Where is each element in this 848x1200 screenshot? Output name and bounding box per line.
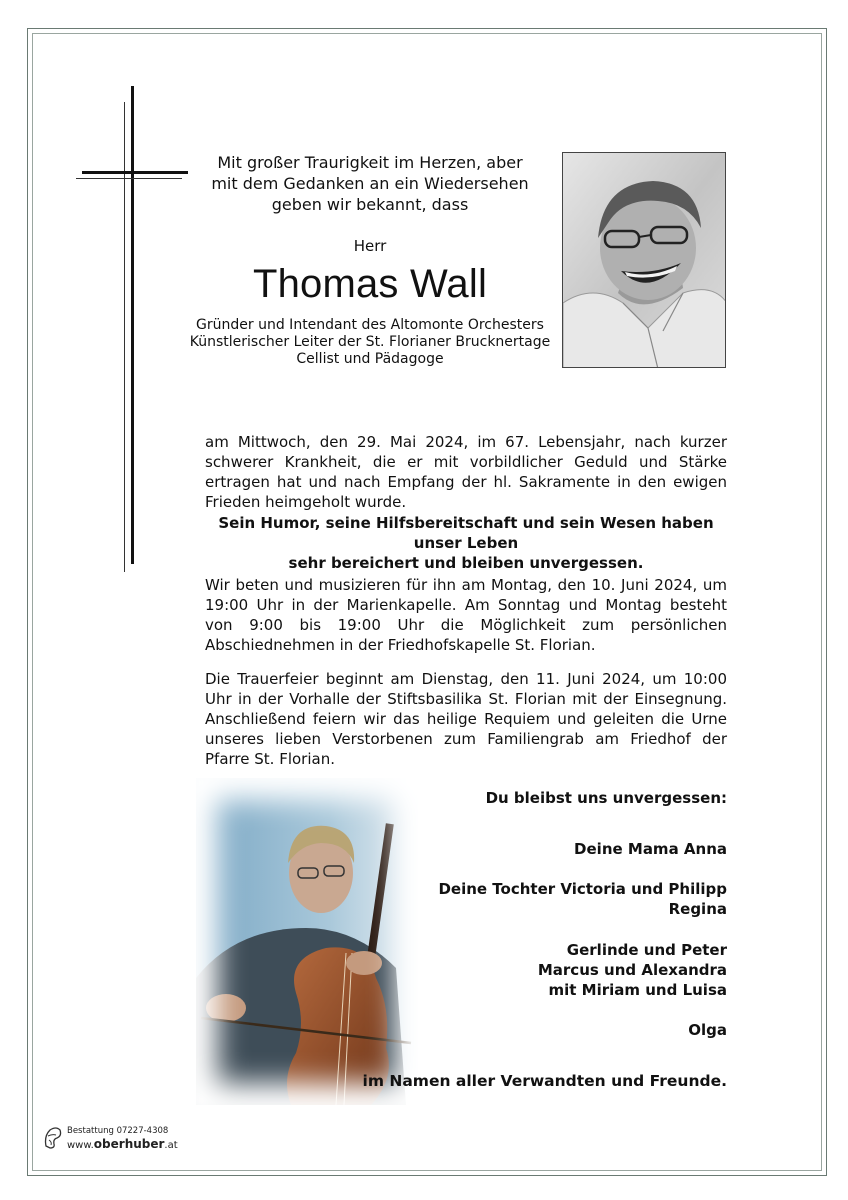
quote-line: Sein Humor, seine Hilfsbereitschaft und sein Wesen haben unser Leben	[218, 514, 714, 552]
mourner-line: Regina	[668, 900, 727, 918]
intro-line: geben wir bekannt, dass	[271, 195, 469, 214]
role-line: Gründer und Intendant des Altomonte Orchesters	[196, 317, 544, 333]
mourner-line: Deine Tochter Victoria und Philipp	[438, 880, 727, 898]
mourner-group	[574, 839, 727, 859]
mourners-title: Du bleibst uns unvergessen:	[485, 789, 727, 807]
mourner-group	[438, 879, 727, 919]
mourner-line: Gerlinde und Peter	[566, 941, 727, 959]
portrait-photo	[562, 152, 726, 368]
mourner-line: Olga	[688, 1021, 727, 1039]
role-line: Künstlerischer Leiter der St. Florianer Brucknertage	[189, 334, 551, 350]
closing-line: im Namen aller Verwandten und Freunde.	[362, 1072, 727, 1090]
footer-url-suffix: .at	[164, 1140, 178, 1151]
memorial-quote	[205, 513, 727, 573]
mourner-group	[538, 940, 727, 1000]
footer-company: Bestattung	[67, 1126, 114, 1136]
intro-text	[190, 152, 550, 215]
roles	[180, 317, 560, 368]
footer-url-brand: oberhuber	[93, 1137, 165, 1151]
mourner-line: Deine Mama Anna	[574, 840, 727, 858]
paragraph-death: am Mittwoch, den 29. Mai 2024, im 67. Lebensjahr, nach kurzer schwerer Krankheit, die er mit vorbildlicher Geduld und Stärke ertragen hat und nach Empfang der hl. Sakramente in den ewigen Frieden heimgeholt wurde.	[205, 433, 727, 511]
footer-url-prefix: www.	[67, 1140, 94, 1151]
mourner-group	[688, 1020, 727, 1040]
salutation: Herr	[353, 237, 387, 255]
quote-line: sehr bereichert und bleiben unvergessen.	[288, 554, 644, 572]
deceased-name: Thomas Wall	[252, 262, 488, 306]
bestattung-logo-icon	[42, 1124, 64, 1150]
intro-line: Mit großer Traurigkeit im Herzen, aber	[217, 153, 523, 172]
mourner-line: mit Miriam und Luisa	[548, 981, 727, 999]
role-line: Cellist und Pädagoge	[296, 351, 444, 367]
paragraph-ceremony: Die Trauerfeier beginnt am Dienstag, den 11. Juni 2024, um 10:00 Uhr in der Vorhalle der Stiftsbasilika St. Florian mit der Einsegnung. Anschließend feiern wir das heilige Requiem und geleiten die Urne unseres lieben Verstorbenen zum Familiengrab am Friedhof der Pfarre St. Florian.	[205, 670, 727, 768]
footer-url[interactable]	[67, 1137, 178, 1151]
cello-photo	[196, 778, 418, 1105]
paragraph-prayer: Wir beten und musizieren für ihn am Montag, den 10. Juni 2024, um 19:00 Uhr in der Marienkapelle. Am Sonntag und Montag besteht von 9:00 bis 19:00 Uhr die Möglichkeit zum persönlichen Abschiednehmen in der Friedhofskapelle St. Florian.	[205, 576, 727, 654]
intro-line: mit dem Gedanken an ein Wiedersehen	[211, 174, 529, 193]
mourner-line: Marcus und Alexandra	[537, 961, 727, 979]
footer-company-line	[67, 1126, 168, 1136]
footer-phone: 07227-4308	[116, 1126, 169, 1136]
